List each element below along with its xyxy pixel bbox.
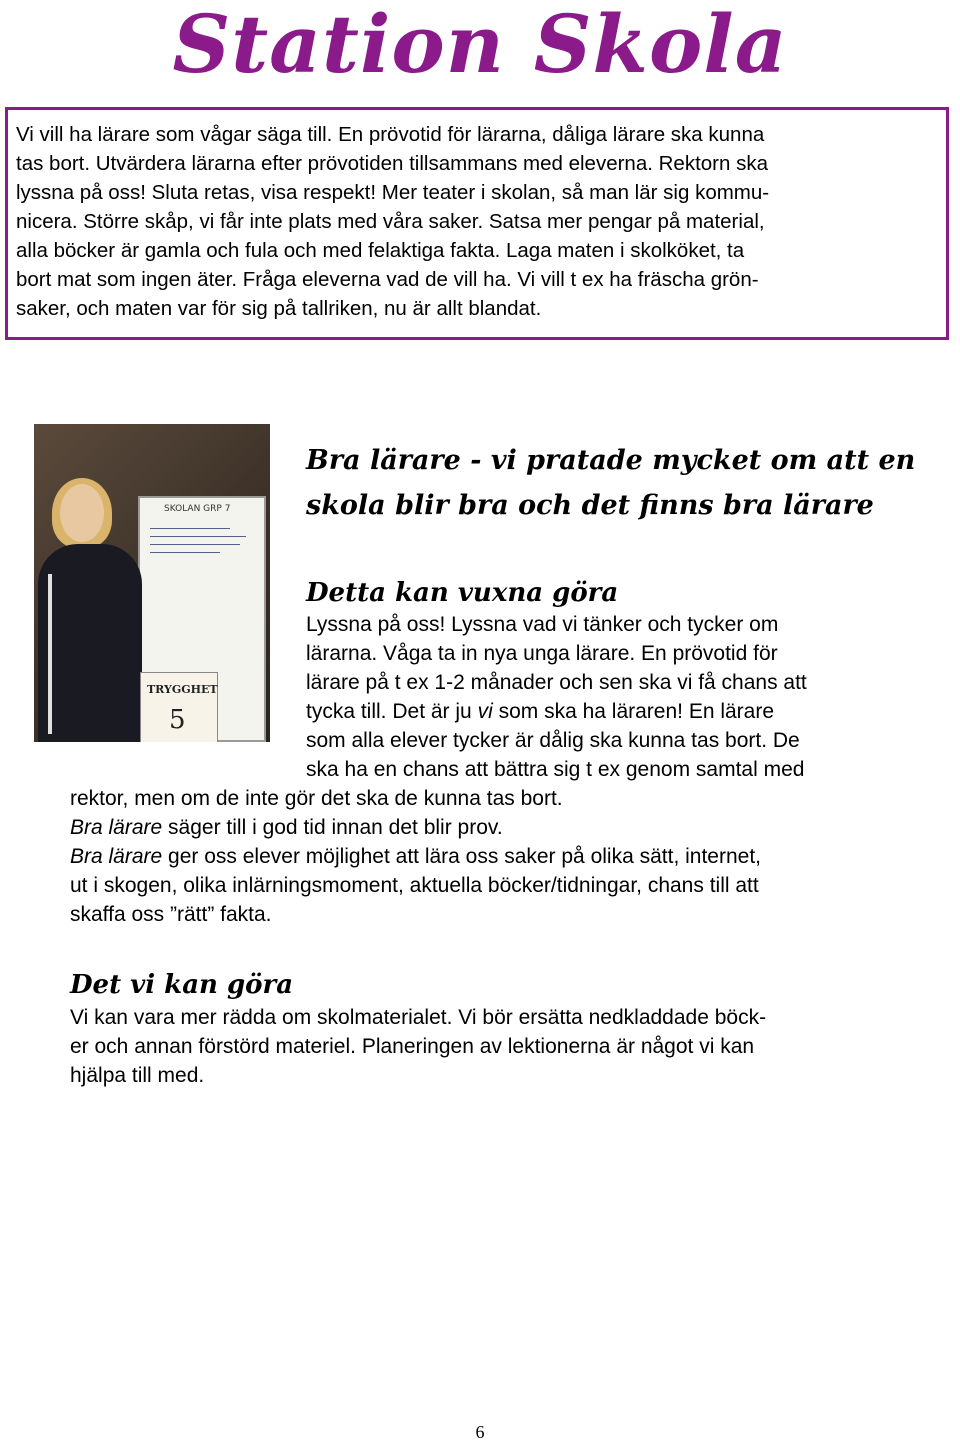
- intro-line: nicera. Större skåp, vi får inte plats med våra saker. Satsa mer pengar på material,: [16, 210, 765, 233]
- vuxna-line-part: som ska ha läraren! En lärare: [492, 700, 775, 723]
- person-body: [38, 544, 142, 742]
- intro-line: lyssna på oss! Sluta retas, visa respekt! Mer teater i skolan, så man lär sig kommu-: [16, 181, 770, 204]
- vuxna-line: som alla elever tycker är dålig ska kunna tas bort. De: [306, 729, 800, 752]
- vuxna-line: lärarna. Våga ta in nya unga lärare. En prövotid för: [306, 642, 778, 665]
- intro-line: Vi vill ha lärare som vågar säga till. En prövotid för lärarna, dåliga lärare ska kunna: [16, 123, 765, 146]
- vuxna-line-part: tycka till. Det är ju: [306, 700, 478, 723]
- sign-label: TRYGGHET: [147, 683, 218, 696]
- board-writing: [150, 528, 230, 529]
- bra2-line: ut i skogen, olika inlärningsmoment, aktuella böcker/tidningar, chans till att: [70, 874, 759, 897]
- page-title: Station Skola: [172, 0, 788, 91]
- bra-larare-emphasis: Bra lärare: [70, 845, 163, 868]
- vuxna-paragraph: [306, 610, 926, 784]
- heading-line: skola blir bra och det finns bra lärare: [306, 490, 874, 521]
- rektor-line: rektor, men om de inte gör det ska de kunna tas bort.: [70, 787, 563, 810]
- vi-kan-line: hjälpa till med.: [70, 1064, 205, 1087]
- person-head: [60, 484, 104, 542]
- heading-vi-kan: Det vi kan göra: [70, 970, 294, 1000]
- intro-text: [16, 120, 934, 323]
- heading-vuxna: Detta kan vuxna göra: [306, 578, 619, 608]
- board-writing: [150, 552, 220, 553]
- bra-larare-paragraph-2: [70, 842, 930, 929]
- bra-larare-paragraph-1: [70, 813, 930, 842]
- board-writing: [150, 544, 240, 545]
- vi-kan-line: er och annan förstörd materiel. Planeringen av lektionerna är något vi kan: [70, 1035, 755, 1058]
- intro-line: saker, och maten var för sig på tallriken, nu är allt blandat.: [16, 297, 542, 320]
- presentation-photo: [34, 424, 270, 742]
- page-number: 6: [475, 1422, 485, 1442]
- intro-line: bort mat som ingen äter. Fråga eleverna vad de vill ha. Vi vill t ex ha fräscha grön-: [16, 268, 759, 291]
- sign-number: 5: [169, 705, 186, 735]
- bra1-text: säger till i god tid innan det blir prov.: [162, 816, 503, 839]
- vi-kan-line: Vi kan vara mer rädda om skolmaterialet. Vi bör ersätta nedkladdade böck-: [70, 1006, 767, 1029]
- bra-larare-emphasis: Bra lärare: [70, 816, 163, 839]
- vi-kan-paragraph: [70, 1003, 910, 1090]
- jacket-stripe: [48, 574, 52, 734]
- heading-bra-larare: [306, 438, 926, 528]
- heading-line: Bra lärare - vi pratade mycket om att en: [306, 445, 916, 476]
- vuxna-line: Lyssna på oss! Lyssna vad vi tänker och tycker om: [306, 613, 779, 636]
- vuxna-line: lärare på t ex 1-2 månader och sen ska vi få chans att: [306, 671, 807, 694]
- bra2-text: ger oss elever möjlighet att lära oss saker på olika sätt, internet,: [162, 845, 761, 868]
- vuxna-line: ska ha en chans att bättra sig t ex genom samtal med: [306, 758, 805, 781]
- board-writing: [150, 536, 246, 537]
- intro-box: [5, 107, 949, 340]
- board-heading: SKOLAN GRP 7: [164, 504, 231, 514]
- intro-line: alla böcker är gamla och fula och med felaktiga fakta. Laga maten i skolköket, ta: [16, 239, 745, 262]
- vuxna-emphasis: vi: [477, 700, 493, 723]
- bra2-line: skaffa oss ”rätt” fakta.: [70, 903, 272, 926]
- intro-line: tas bort. Utvärdera lärarna efter prövotiden tillsammans med eleverna. Rektorn ska: [16, 152, 769, 175]
- trygghet-sign: [140, 672, 218, 742]
